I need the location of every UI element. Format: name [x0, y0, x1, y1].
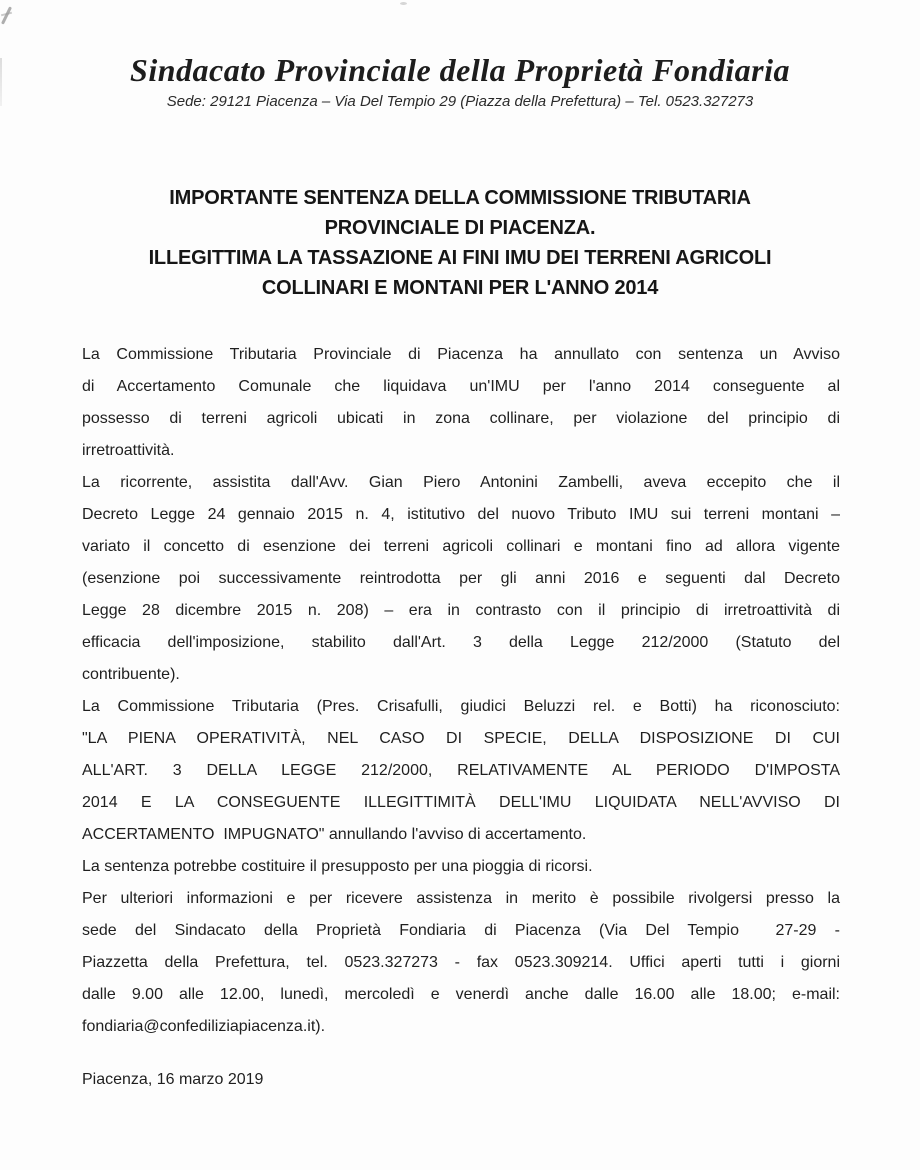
- text-line: efficacia dell'imposizione, stabilito dall'Art. 3 della Legge 212/2000 (Statuto del: [82, 634, 840, 651]
- text-line: La sentenza potrebbe costituire il presupposto per una pioggia di ricorsi.: [82, 858, 593, 875]
- text-line: ACCERTAMENTO IMPUGNATO" annullando l'avviso di accertamento.: [82, 826, 587, 843]
- text-line: Per ulteriori informazioni e per ricevere assistenza in merito è possibile rivolgersi presso la: [82, 890, 840, 907]
- text-line: ALL'ART. 3 DELLA LEGGE 212/2000, RELATIVAMENTE AL PERIODO D'IMPOSTA: [82, 762, 840, 779]
- text-line: contribuente).: [82, 666, 180, 683]
- scan-artifact-edge-smudge: [0, 58, 2, 106]
- text-line: sede del Sindacato della Proprietà Fondiaria di Piacenza (Via Del Tempio 27-29 -: [82, 922, 840, 939]
- text-line: possesso di terreni agricoli ubicati in zona collinare, per violazione del principio di: [82, 410, 840, 427]
- org-name: Sindacato Provinciale della Proprietà Fondiaria: [130, 52, 790, 88]
- text-line: variato il concetto di esenzione dei terreni agricoli collinari e montani fino ad allora vigente: [82, 538, 840, 555]
- text-line: La ricorrente, assistita dall'Avv. Gian Piero Antonini Zambelli, aveva eccepito che il: [82, 474, 840, 491]
- headline-line: COLLINARI E MONTANI PER L'ANNO 2014: [261, 277, 659, 299]
- document-paragraph: [82, 467, 840, 691]
- headline-line: IMPORTANTE SENTENZA DELLA COMMISSIONE TRIBUTARIA: [169, 187, 751, 209]
- text-line: 2014 E LA CONSEGUENTE ILLEGITTIMITÀ DELL'IMU LIQUIDATA NELL'AVVISO DI: [82, 794, 840, 811]
- text-line: (esenzione poi successivamente reintrodotta per gli anni 2016 e seguenti dal Decreto: [82, 570, 840, 587]
- text-line: dalle 9.00 alle 12.00, lunedì, mercoledì e venerdì anche dalle 16.00 alle 18.00; e-mail:: [82, 986, 840, 1003]
- document-paragraph: [82, 883, 840, 1043]
- org-address-line: Sede: 29121 Piacenza – Via Del Tempio 29 (Piazza della Prefettura) – Tel. 0523.327273: [166, 93, 754, 110]
- text-line: Decreto Legge 24 gennaio 2015 n. 4, istitutivo del nuovo Tributo IMU sui terreni montani –: [82, 506, 840, 523]
- text-line: fondiaria@confediliziapiacenza.it).: [82, 1018, 326, 1035]
- document-paragraph: [82, 691, 840, 851]
- document-paragraph: [82, 851, 840, 883]
- dateline: Piacenza, 16 marzo 2019: [82, 1071, 264, 1088]
- document-paragraph: [82, 339, 840, 467]
- scan-artifact-speck: [400, 2, 407, 5]
- text-line: di Accertamento Comunale che liquidava un'IMU per l'anno 2014 conseguente al: [82, 378, 840, 395]
- text-line: Piazzetta della Prefettura, tel. 0523.327273 - fax 0523.309214. Uffici aperti tutti i giorni: [82, 954, 840, 971]
- text-line: La Commissione Tributaria Provinciale di Piacenza ha annullato con sentenza un Avviso: [82, 346, 840, 363]
- text-line: irretroattività.: [82, 442, 175, 459]
- text-line: Legge 28 dicembre 2015 n. 208) – era in contrasto con il principio di irretroattività di: [82, 602, 840, 619]
- headline-line: PROVINCIALE DI PIACENZA.: [324, 217, 596, 239]
- text-line: "LA PIENA OPERATIVITÀ, NEL CASO DI SPECIE, DELLA DISPOSIZIONE DI CUI: [82, 730, 840, 747]
- letterhead: [0, 50, 920, 111]
- document-body: [82, 339, 840, 1043]
- text-line: La Commissione Tributaria (Pres. Crisafulli, giudici Beluzzi rel. e Botti) ha riconosciuto:: [82, 698, 840, 715]
- headline: [80, 183, 840, 303]
- headline-line: ILLEGITTIMA LA TASSAZIONE AI FINI IMU DEI TERRENI AGRICOLI: [148, 247, 772, 269]
